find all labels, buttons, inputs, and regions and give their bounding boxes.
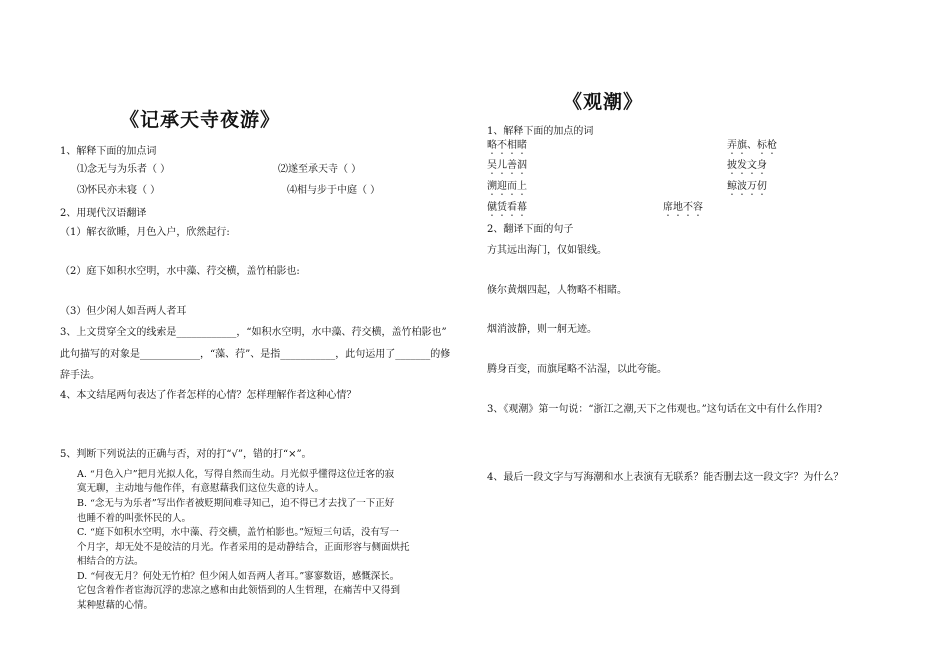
translate-sentence: 腾身百变，而旗尾略不沾湿，以此夸能。: [487, 364, 667, 375]
left-q1-item: ⑷相与步于中庭（ ）: [287, 185, 381, 196]
q5-option-line: A. “月色入户”把月光拟人化，写得自然而生动。月光似乎懂得这位迁客的寂: [77, 469, 395, 480]
q5-option-line: 相结合的方法。: [77, 556, 144, 567]
left-q1-heading: 1、解释下面的加点词: [60, 146, 157, 157]
left-q3-line: 此句描写的对象是____________，“藻、荇”、是指___________，此句运用了_______的修: [60, 349, 451, 360]
left-q2-item: （1）解衣欲睡，月色入户，欣然起行:: [60, 227, 230, 238]
left-q4: 4、本文结尾两句表达了作者怎样的心情？怎样理解作者这种心情？: [60, 390, 357, 401]
vocab-word: 披发文身: [727, 160, 767, 171]
left-q5-heading: 5、判断下列说法的正确与否，对的打“√”，错的打“×”。: [60, 449, 312, 460]
q5-option-line: D. “何夜无月？何处无竹柏？但少闲人如吾两人者耳。”寥寥数语，感慨深长。: [77, 571, 400, 582]
right-q3: 3、《观潮》第一句说：“浙江之潮,天下之伟观也。”这句话在文中有什么作用?: [487, 404, 823, 415]
right-q2-heading: 2、翻译下面的句子: [487, 224, 574, 235]
q5-option-line: 也睡不着的叫张怀民的人。: [77, 513, 192, 524]
translate-sentence: 方其远出海门，仅如银线。: [487, 245, 607, 256]
right-title: 《观潮》: [563, 91, 644, 113]
left-q3-line: 3、上文贯穿全文的线索是____________，“如积水空明，水中藻、荇交横，盖竹柏影也”: [60, 327, 447, 338]
left-q1-item: ⑴念无与为乐者（ ）: [77, 164, 171, 175]
q5-option-line: 它包含着作者宦海沉浮的悲凉之感和由此领悟到的人生哲理，在痛苦中又得到: [77, 585, 401, 596]
q5-option-line: B. “念无与为乐者”写出作者被贬期间难寻知己，迫不得已才去找了一下正好: [77, 498, 395, 509]
vocab-word: 鲸波万仞: [727, 181, 767, 192]
left-q2-heading: 2、用现代汉语翻译: [60, 208, 147, 219]
q5-option-line: C. “庭下如积水空明，水中藻、荇交横，盖竹柏影也。”短短三句话，没有写一: [77, 527, 399, 538]
vocab-word: 僦赁看幕: [487, 202, 527, 213]
left-q1-item: ⑵遂至承天寺（ ）: [278, 164, 362, 175]
vocab-word: 席地不容: [663, 202, 703, 213]
vocab-word: 溯迎而上: [487, 181, 527, 192]
left-q2-item: （2）庭下如积水空明，水中藻、荇交横，盖竹柏影也:: [60, 266, 300, 277]
right-q1-heading: 1、解释下面的加点的词: [487, 126, 594, 137]
vocab-word: 吴儿善泅: [487, 160, 527, 171]
vocab-word: 弄旗、标枪: [727, 140, 777, 151]
left-q1-item: ⑶怀民亦未寝（ ）: [77, 185, 161, 196]
left-q3-line: 辞手法。: [60, 370, 100, 381]
left-q2-item: （3）但少闲人如吾两人者耳: [60, 306, 187, 317]
right-q4: 4、最后一段文字与写海潮和水上表演有无联系？能否删去这一段文字？为什么？: [487, 472, 844, 483]
q5-option-line: 寞无聊，主动地与他作伴，有意慰藉我们这位失意的诗人。: [77, 483, 325, 494]
translate-sentence: 倏尔黄烟四起，人物略不相睹。: [487, 285, 627, 296]
translate-sentence: 烟消波静，则一舸无迹。: [487, 324, 597, 335]
q5-option-line: 某种慰藉的心情。: [77, 600, 154, 611]
q5-option-line: 个月字，却无处不是皎洁的月光。作者采用的是动静结合，正面形容与侧面烘托: [77, 542, 410, 553]
vocab-word: 略不相睹: [487, 140, 527, 151]
left-title: 《记承天寺夜游》: [120, 109, 281, 131]
